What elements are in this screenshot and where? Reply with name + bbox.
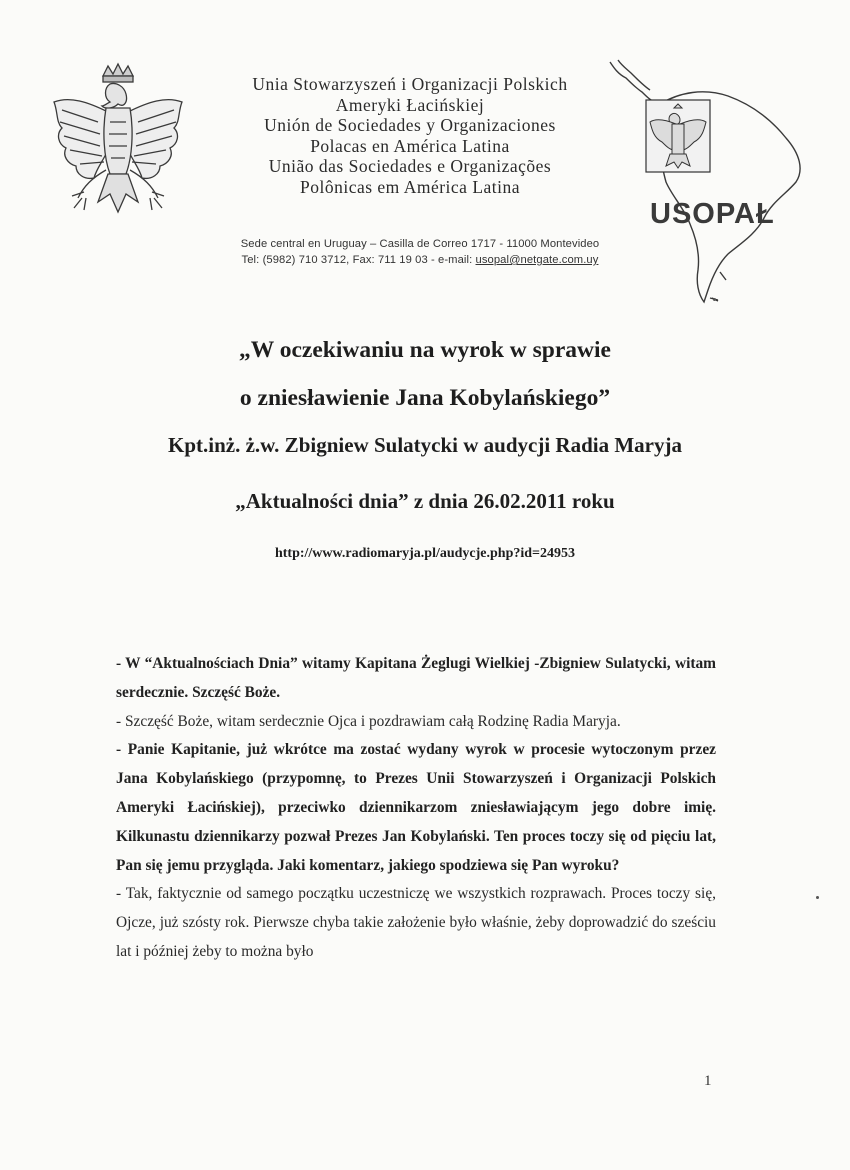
paragraph-answer-2: - Tak, faktycznie od samego początku uczestniczę we wszystkich rozprawach. Proces toczy się, Ojcze, już szósty rok. Pierwsze chyba takie założenie było właśnie, żeby doprowadzić do sześciu lat i później żeby to można było — [116, 885, 716, 960]
source-url-link[interactable]: http://www.radiomaryja.pl/audycje.php?id=24953 — [274, 546, 576, 561]
title-line-2: o zniesławienie Jana Kobylańskiego” — [239, 385, 611, 411]
latin-america-map-icon — [600, 58, 815, 308]
organization-name — [196, 74, 624, 197]
contact-info — [190, 236, 650, 268]
contact-phone-line — [190, 252, 650, 268]
scan-speck — [713, 298, 716, 301]
subtitle-broadcast-date: „Aktualności dnia” z dnia 26.02.2011 roku — [235, 489, 615, 513]
org-line-pl-2: Ameryki Łacińskiej — [335, 94, 485, 115]
org-line-es-2: Polacas en América Latina — [310, 135, 510, 156]
org-line-pt-2: Polônicas em América Latina — [299, 176, 521, 197]
usopal-logo-text: USOPAŁ — [650, 198, 775, 230]
contact-phone-fax: Tel: (5982) 710 3712, Fax: 711 19 03 - e-mail: — [241, 254, 476, 266]
interview-transcript — [116, 650, 716, 967]
paragraph-question-1: - W “Aktualnościach Dnia” witamy Kapitana Żeglugi Wielkiej -Zbigniew Sulatycki, witam serdecznie. Szczęść Boże. — [116, 655, 716, 701]
paragraph-answer-1: - Szczęść Boże, witam serdecznie Ojca i pozdrawiam całą Rodzinę Radia Maryja. — [116, 712, 621, 730]
title-line-1: „W oczekiwaniu na wyrok w sprawie — [239, 337, 611, 363]
org-line-pt-1: União das Sociedades e Organizações — [268, 156, 552, 176]
page-number: 1 — [704, 1073, 712, 1089]
contact-address: Sede central en Uruguay – Casilla de Correo 1717 - 11000 Montevideo — [240, 238, 600, 250]
org-line-pl-1: Unia Stowarzyszeń i Organizacji Polskich — [252, 74, 568, 94]
org-line-es-1: Unión de Sociedades y Organizaciones — [264, 115, 556, 135]
paragraph-question-2: - Panie Kapitanie, już wkrótce ma zostać wydany wyrok w procesie wytoczonym przez Jana Kobylańskiego (przypomnę, to Prezes Unii Stowarzyszeń i Organizacji Polskich Ameryki Łacińskiej), przeciwko dziennikarzom zniesławiającym jego dobre imię. Kilkunastu dziennikarzy pozwał Prezes Jan Kobylański. Ten proces toczy się od pięciu lat, Pan się jemu przygląda. Jaki komentarz, jakiego spodziewa się Pan wyroku? — [116, 741, 716, 874]
polish-eagle-icon — [48, 62, 188, 232]
contact-email-link[interactable]: usopal@netgate.com.uy — [475, 254, 599, 266]
subtitle-author: Kpt.inż. ż.w. Zbigniew Sulatycki w audycji Radia Maryja — [168, 433, 682, 457]
scan-speck — [816, 896, 819, 899]
